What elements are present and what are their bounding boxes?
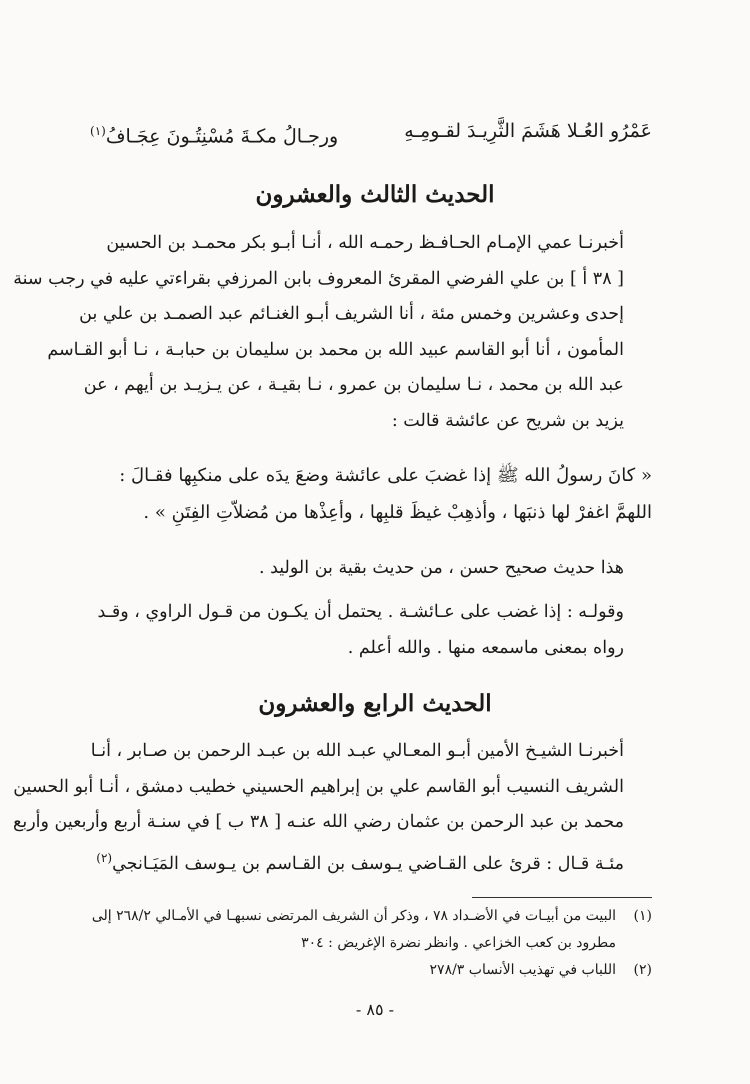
footnote-text <box>92 903 616 957</box>
text-line: أخبرنـا الشيـخ الأمين أبـو المعـالي عبـد الله بن عبـد الرحمن بن صـابر ، أنـا <box>90 741 624 761</box>
text-line: [ ٣٨ أ ] بن علي الفرضي المقرئ المعروف بابن المرزفي بقراءتي عليه في رجب سنة <box>13 268 624 289</box>
hadith-23-heading: الحديث الثالث والعشرون <box>255 181 495 208</box>
text-line: المأمون ، أنا أبو القاسم عبيد الله بن محمد بن سليمان بن حبابـة ، نـا أبو القـاسم <box>47 339 624 360</box>
footnote-1 <box>91 903 652 957</box>
footnote-number: (٢) <box>633 962 652 978</box>
hadith-23-comment <box>98 595 652 666</box>
text-line: أخبرنـا عمي الإمـام الحـافـظ رحمـه الله ، أنـا أبـو بكر محمـد بن الحسين <box>106 233 624 253</box>
footnote-line: البيت من أبيـات في الأضـداد ٧٨ ، وذكر أن الشريف المرتضى نسبهـا في الأمـالي ٢٦٨/٢ إلى <box>91 908 616 924</box>
text-line: هذا حديث صحيح حسن ، من حديث بقية بن الوليد . <box>258 558 624 578</box>
hadith-24-heading: الحديث الرابع والعشرون <box>258 690 492 717</box>
text-line: عبد الله بن محمد ، نـا سليمان بن عمرو ، نـا بقيـة ، عن يـزيـد بن أيهم ، عن <box>83 375 624 395</box>
text-line: رواه بمعنى ماسمعه منها . والله أعلم . <box>347 637 624 658</box>
text-line: وقولـه : إذا غضب على عـائشـة . يحتمل أن يكـون من قـول الراوي ، وقـد <box>97 602 624 622</box>
text-line: إحدى وعشرين وخمس مئة ، أنا الشريف أبـو الغنـائم عبد الصمـد بن علي بن <box>79 304 624 324</box>
text-line: الشريف النسيب أبو القاسم علي بن إبراهيم الحسيني خطيب دمشق ، أنـا أبو الحسين <box>13 776 624 797</box>
hadith-23-grading <box>98 551 652 587</box>
footnote-line: مطرود بن كعب الخزاعي . وانظر نضرة الإغريض : ٣٠٤ <box>301 935 616 951</box>
verse-second-hemistich <box>90 114 338 153</box>
text-line: يزيد بن شريح عن عائشة قالت : <box>391 410 624 431</box>
footnotes <box>91 903 652 984</box>
footnote-marker-1: (١) <box>90 124 106 138</box>
poetry-verse <box>90 114 652 153</box>
hadith-23-matn <box>98 457 652 531</box>
hadith-23-isnad <box>13 226 652 439</box>
verse-second-text: ورجـالُ مكـةَ مُسْنِتُـونَ عِجَـافُ <box>105 125 339 148</box>
page-number: - ٨٥ - <box>355 1000 395 1019</box>
footnote-line: اللباب في تهذيب الأنساب ٢٧٨/٣ <box>429 962 616 978</box>
text-line-content: مئـة قـال : قرئ على القـاضي يـوسف بن القـاسم بن يـوسف المَيَـانجي <box>112 853 624 874</box>
footnote-marker-2: (٢) <box>96 850 113 865</box>
text-line: « كانَ رسولُ الله ﷺ إذا غضبَ على عائشة وضعَ يدَه على منكبِها فقـالَ : <box>119 465 652 486</box>
footnote-2 <box>98 957 652 984</box>
footnote-text <box>98 957 616 984</box>
text-line: محمد بن عبد الرحمن بن عثمان رضي الله عنـه [ ٣٨ ب ] في سنـة أربع وأربعين وأربع <box>13 812 624 832</box>
text-line <box>98 841 652 882</box>
verse-first-hemistich: عَمْرُو العُـلا هَشَمَ الثَّرِيـدَ لقـومِـهِ <box>404 120 652 142</box>
hadith-24-isnad <box>13 734 652 882</box>
footnote-number: (١) <box>633 908 652 924</box>
footnote-divider <box>472 897 652 898</box>
text-line: اللهمَّ اغفرْ لها ذنبَها ، وأذهِبْ غيظَ قلبِها ، وأعِذْها من مُضلاّتِ الفِتَنِ » . <box>143 502 652 523</box>
